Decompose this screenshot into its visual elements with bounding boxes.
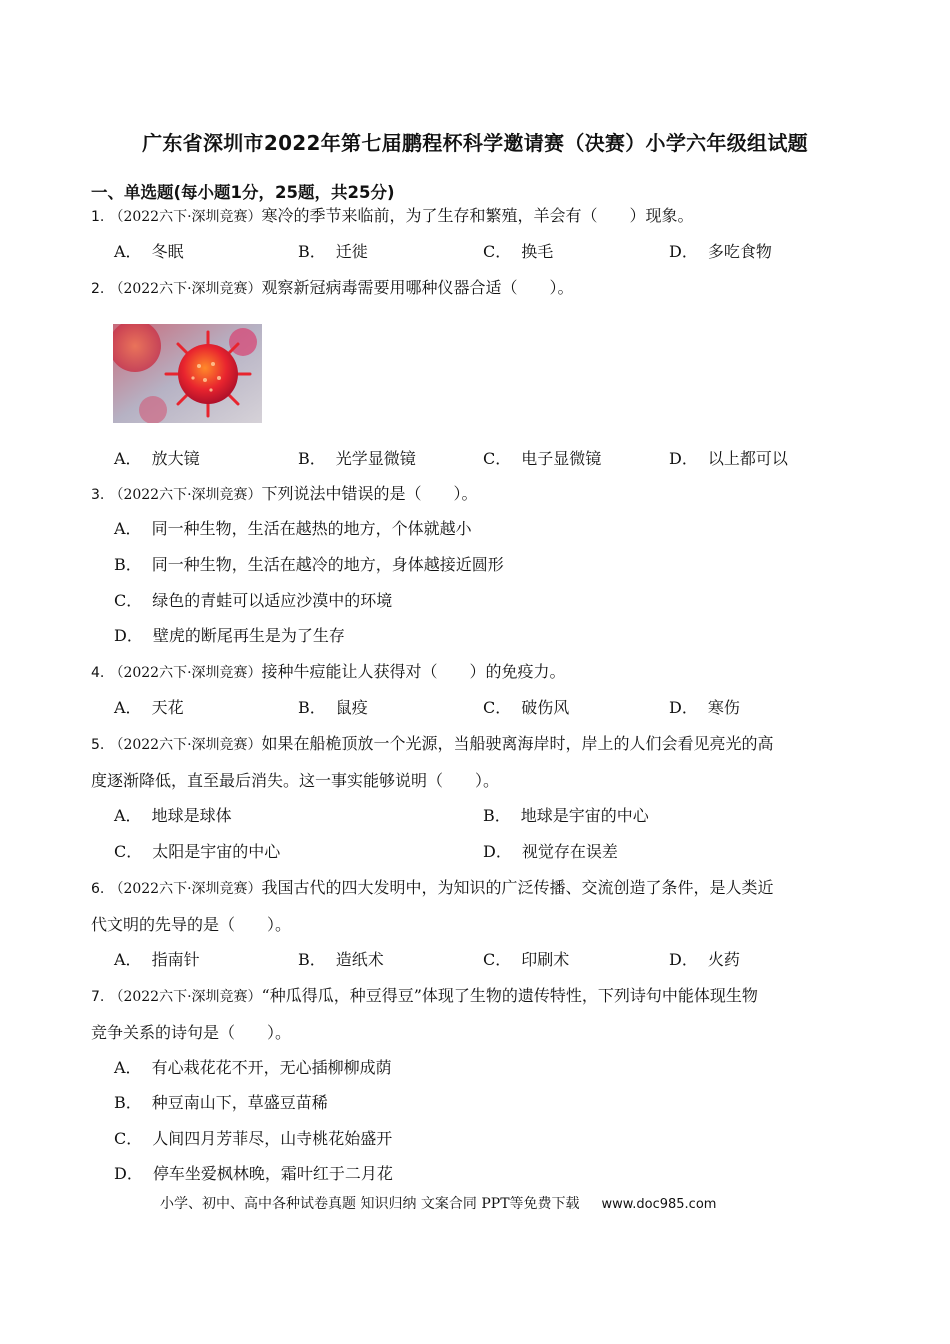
option-7c: C． 人间四月芳菲尽，山寺桃花始盛开 <box>114 1129 393 1148</box>
option-2c: C． 电子显微镜 <box>483 449 602 468</box>
question-source: （2022六下·深圳竞赛） <box>109 209 262 225</box>
option-5b: B． 地球是宇宙的中心 <box>483 806 649 825</box>
question-number: 2. <box>91 281 105 297</box>
question-number: 7. <box>91 989 105 1005</box>
option-1a: A． 冬眠 <box>114 242 184 261</box>
option-4b: B． 鼠疫 <box>298 698 368 717</box>
question-source: （2022六下·深圳竞赛） <box>109 737 262 753</box>
question-6-stem-cont: 代文明的先导的是（ ）。 <box>91 915 292 934</box>
option-2b: B． 光学显微镜 <box>298 449 416 468</box>
question-number: 5. <box>91 737 105 753</box>
question-source: （2022六下·深圳竞赛） <box>109 487 262 503</box>
coronavirus-image <box>113 324 262 423</box>
page-title: 广东省深圳市2022年第七届鹏程杯科学邀请赛（决赛）小学六年级组试题 <box>142 131 808 155</box>
question-1-stem: 1. （2022六下·深圳竞赛）寒冷的季节来临前，为了生存和繁殖，羊会有（ ）现象。 <box>91 206 694 225</box>
question-source: （2022六下·深圳竞赛） <box>109 665 262 681</box>
question-number: 4. <box>91 665 105 681</box>
option-2d: D． 以上都可以 <box>669 449 788 468</box>
option-3a: A． 同一种生物，生活在越热的地方，个体就越小 <box>114 519 472 538</box>
question-number: 6. <box>91 881 105 897</box>
footer-text: 小学、初中、高中各种试卷真题 知识归纳 文案合同 PPT等免费下载 <box>160 1196 580 1212</box>
question-2-stem: 2. （2022六下·深圳竞赛）观察新冠病毒需要用哪种仪器合适（ ）。 <box>91 278 574 297</box>
option-6d: D． 火药 <box>669 950 740 969</box>
option-4a: A． 天花 <box>114 698 184 717</box>
option-1c: C． 换毛 <box>483 242 554 261</box>
question-7-stem-cont: 竞争关系的诗句是（ ）。 <box>91 1023 292 1042</box>
option-5c: C． 太阳是宇宙的中心 <box>114 842 281 861</box>
option-1b: B． 迁徙 <box>298 242 368 261</box>
question-source: （2022六下·深圳竞赛） <box>109 281 262 297</box>
option-5d: D． 视觉存在误差 <box>483 842 618 861</box>
question-5-stem: 5. （2022六下·深圳竞赛）如果在船桅顶放一个光源，当船驶离海岸时，岸上的人们会看见亮光的高 <box>91 734 774 753</box>
question-3-stem: 3. （2022六下·深圳竞赛）下列说法中错误的是（ ）。 <box>91 484 478 503</box>
option-4c: C． 破伤风 <box>483 698 570 717</box>
option-7a: A． 有心栽花花不开，无心插柳柳成荫 <box>114 1058 392 1077</box>
question-4-stem: 4. （2022六下·深圳竞赛）接种牛痘能让人获得对（ ）的免疫力。 <box>91 662 566 681</box>
section-heading: 一、单选题(每小题1分，25题，共25分) <box>91 183 395 202</box>
option-4d: D． 寒伤 <box>669 698 740 717</box>
question-7-stem: 7. （2022六下·深圳竞赛）“种瓜得瓜，种豆得豆”体现了生物的遗传特性，下列诗句中能体现生物 <box>91 986 758 1005</box>
option-7d: D． 停车坐爱枫林晚，霜叶红于二月花 <box>114 1164 393 1183</box>
option-6a: A． 指南针 <box>114 950 200 969</box>
option-3c: C． 绿色的青蛙可以适应沙漠中的环境 <box>114 591 393 610</box>
question-source: （2022六下·深圳竞赛） <box>109 881 262 897</box>
question-source: （2022六下·深圳竞赛） <box>109 989 262 1005</box>
question-number: 1. <box>91 209 105 225</box>
question-6-stem: 6. （2022六下·深圳竞赛）我国古代的四大发明中，为知识的广泛传播、交流创造了条件，是人类近 <box>91 878 774 897</box>
question-5-stem-cont: 度逐渐降低，直至最后消失。这一事实能够说明（ ）。 <box>91 771 500 790</box>
option-2a: A． 放大镜 <box>114 449 200 468</box>
footer-url[interactable]: www.doc985.com <box>601 1197 717 1212</box>
option-6c: C． 印刷术 <box>483 950 570 969</box>
option-3d: D． 壁虎的断尾再生是为了生存 <box>114 626 345 645</box>
page-footer <box>160 1193 716 1213</box>
option-5a: A． 地球是球体 <box>114 806 232 825</box>
option-7b: B． 种豆南山下，草盛豆苗稀 <box>114 1093 328 1112</box>
option-6b: B． 造纸术 <box>298 950 384 969</box>
option-3b: B． 同一种生物，生活在越冷的地方，身体越接近圆形 <box>114 555 504 574</box>
question-number: 3. <box>91 487 105 503</box>
option-1d: D． 多吃食物 <box>669 242 772 261</box>
